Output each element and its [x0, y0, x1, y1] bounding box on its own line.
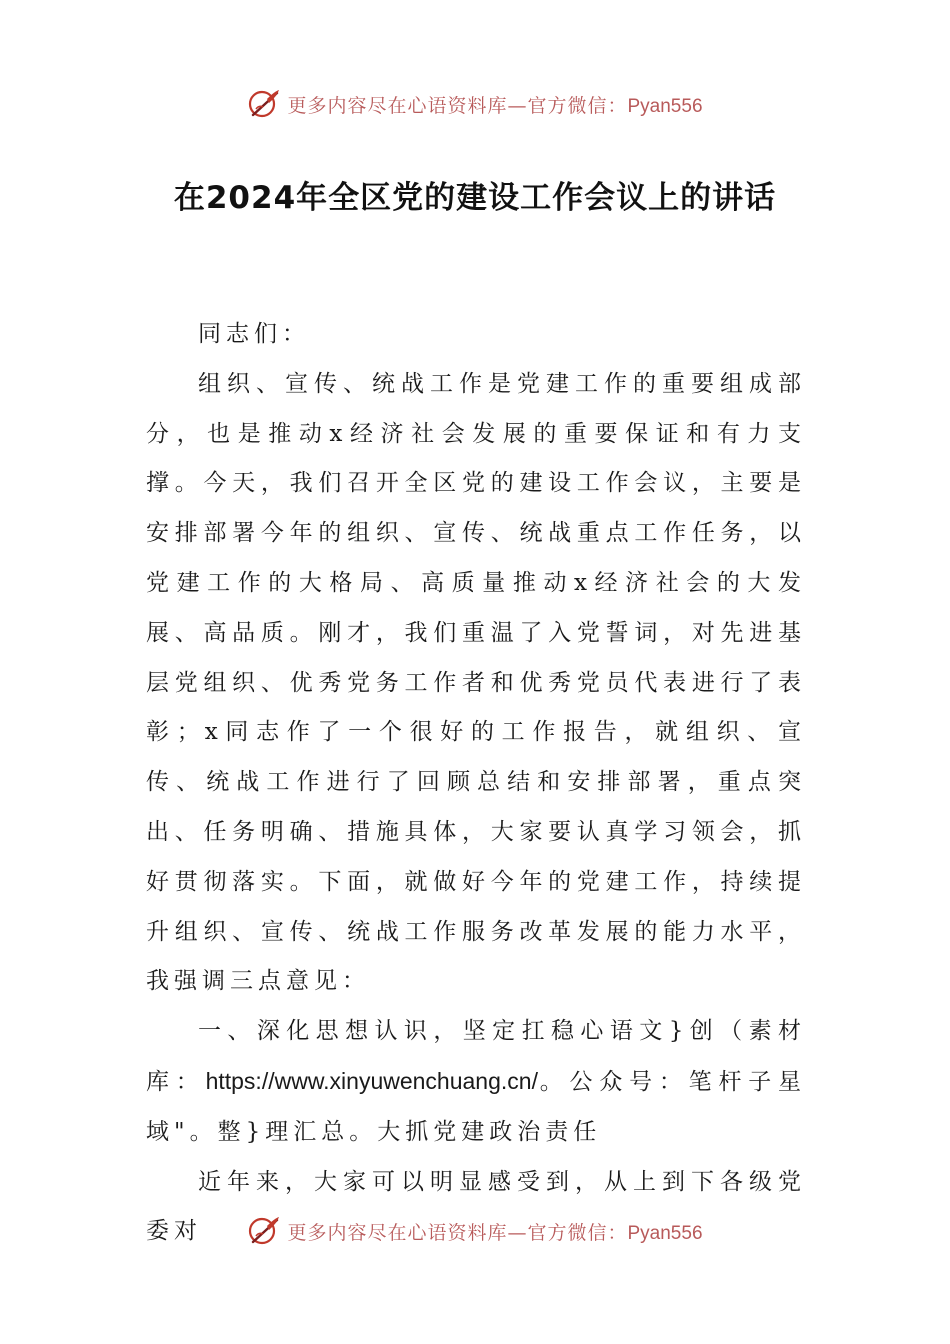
quill-logo-icon: [247, 87, 281, 121]
banner-text: 更多内容尽在心语资料库—官方微信：Pyan556: [287, 1221, 703, 1244]
document-body: [146, 310, 806, 1257]
wechat-id: Pyan556: [627, 1222, 703, 1244]
banner-text: 更多内容尽在心语资料库—官方微信：Pyan556: [287, 94, 703, 117]
section-heading-1: 一、深化思想认识，坚定扛稳心语文}创（素材库：https://www.xinyuwenchuang.cn/。公众号：笔杆子星域"。整}理汇总。大抓党建政治责任: [146, 1018, 806, 1145]
document-title: 在2024年全区党的建设工作会议上的讲话: [173, 180, 777, 216]
paragraph-2: 近年来，大家可以明显感受到，从上到下各级党委对: [146, 1168, 806, 1245]
header-banner: [0, 82, 950, 126]
quill-logo-icon: [247, 1214, 281, 1248]
salutation: 同志们：: [198, 321, 310, 347]
paragraph-intro: 组织、宣传、统战工作是党建工作的重要组成部分，也是推动x经济社会发展的重要保证和有力支撑。今天，我们召开全区党的建设工作会议，主要是安排部署今年的组织、宣传、统战重点工作任务，以党建工作的大格局、高质量推动x经济社会的大发展、高品质。刚才，我们重温了入党誓词，对先进基层党组织、优秀党务工作者和优秀党员代表进行了表彰；x同志作了一个很好的工作报告，就组织、宣传、统战工作进行了回顾总结和安排部署，重点突出、任务明确、措施具体，大家要认真学习领会，抓好贯彻落实。下面，就做好今年的党建工作，持续提升组织、宣传、统战工作服务改革发展的能力水平，我强调三点意见：: [146, 370, 806, 995]
source-url: https://www.xinyuwenchuang.cn/: [205, 1067, 538, 1094]
wechat-id: Pyan556: [627, 95, 703, 117]
footer-banner: [0, 1209, 950, 1253]
